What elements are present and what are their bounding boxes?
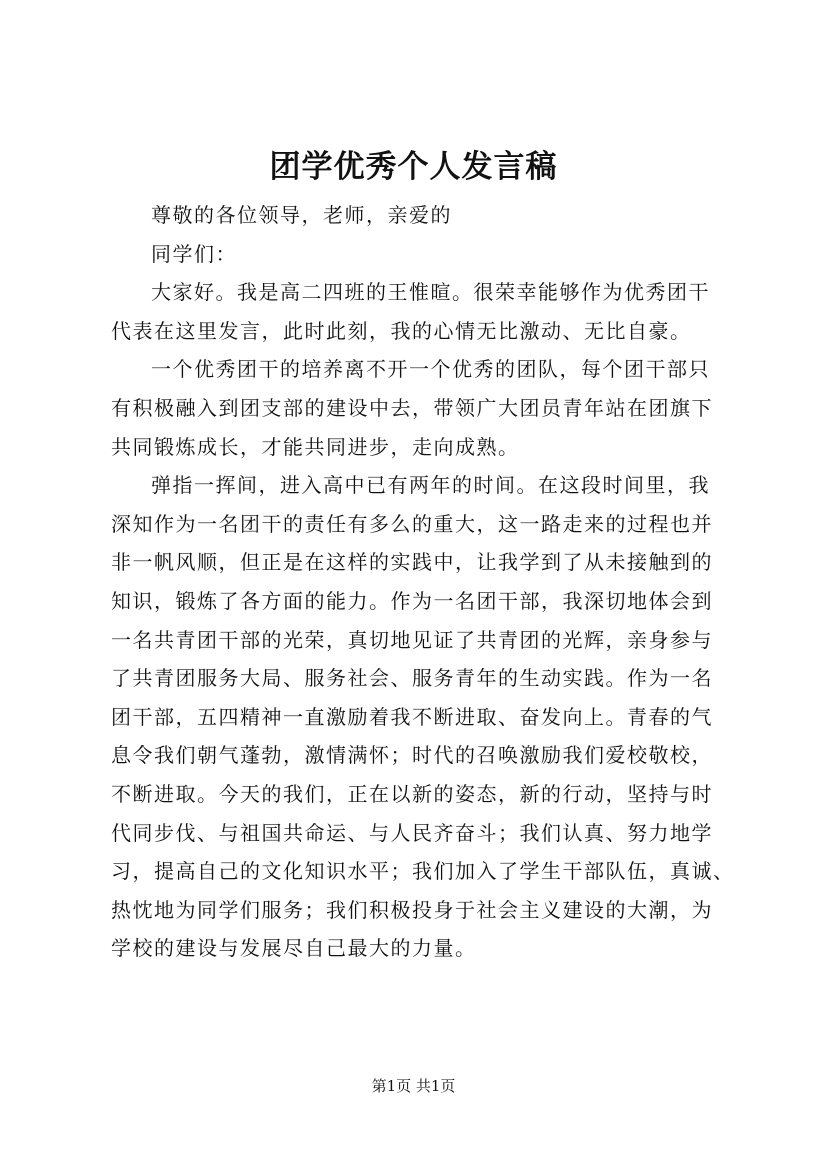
document-title: 团学优秀个人发言稿 [269,149,558,185]
text-line: 代表在这里发言，此时此刻，我的心情无比激动、无比自豪。 [111,318,692,343]
body-paragraph-3 [111,466,735,968]
text-line: 了共青团服务大局、服务社会、服务青年的生动实践。作为一名 [111,666,713,691]
text-line: 学校的建设与发展尽自己最大的力量。 [111,936,477,961]
text-line: 知识，锻炼了各方面的能力。作为一名团干部，我深切地体会到 [111,588,713,613]
text-line: 代同步伐、与祖国共命运、与人民齐奋斗；我们认真、努力地学 [111,820,713,845]
greeting-paragraph [111,196,721,273]
text-line: 共同锻炼成长，才能共同进步，走向成熟。 [111,434,520,459]
text-line: 热忱地为同学们服务；我们积极投身于社会主义建设的大潮，为 [111,897,713,922]
body-paragraph-2 [111,350,721,466]
body-paragraph-1 [111,273,721,350]
page-footer: 第1页 共1页 [371,1077,456,1095]
text-line: 弹指一挥间，进入高中已有两年的时间。在这段时间里，我 [151,473,710,498]
text-line: 习，提高自己的文化知识水平；我们加入了学生干部队伍，真诚、 [111,859,735,884]
text-line: 深知作为一名团干的责任有多么的重大，这一路走来的过程也并 [111,511,713,536]
text-line: 一个优秀团干的培养离不开一个优秀的团队，每个团干部只 [151,357,710,382]
text-line: 不断进取。今天的我们，正在以新的姿态，新的行动，坚持与时 [111,781,713,806]
greeting-line: 同学们： [151,241,237,266]
text-line: 有积极融入到团支部的建设中去，带领广大团员青年站在团旗下 [111,395,713,420]
greeting-line: 尊敬的各位领导，老师，亲爱的 [151,203,452,227]
text-line: 团干部，五四精神一直激励着我不断进取、奋发向上。青春的气 [111,704,713,729]
text-line: 一名共青团干部的光荣，真切地见证了共青团的光辉，亲身参与 [111,627,713,652]
document-body [111,196,735,968]
text-line: 大家好。我是高二四班的王惟暄。很荣幸能够作为优秀团干 [151,280,710,305]
text-line: 息令我们朝气蓬勃，激情满怀；时代的召唤激励我们爱校敬校， [111,743,713,768]
text-line: 非一帆风顺，但正是在这样的实践中，让我学到了从未接触到的 [111,550,713,575]
